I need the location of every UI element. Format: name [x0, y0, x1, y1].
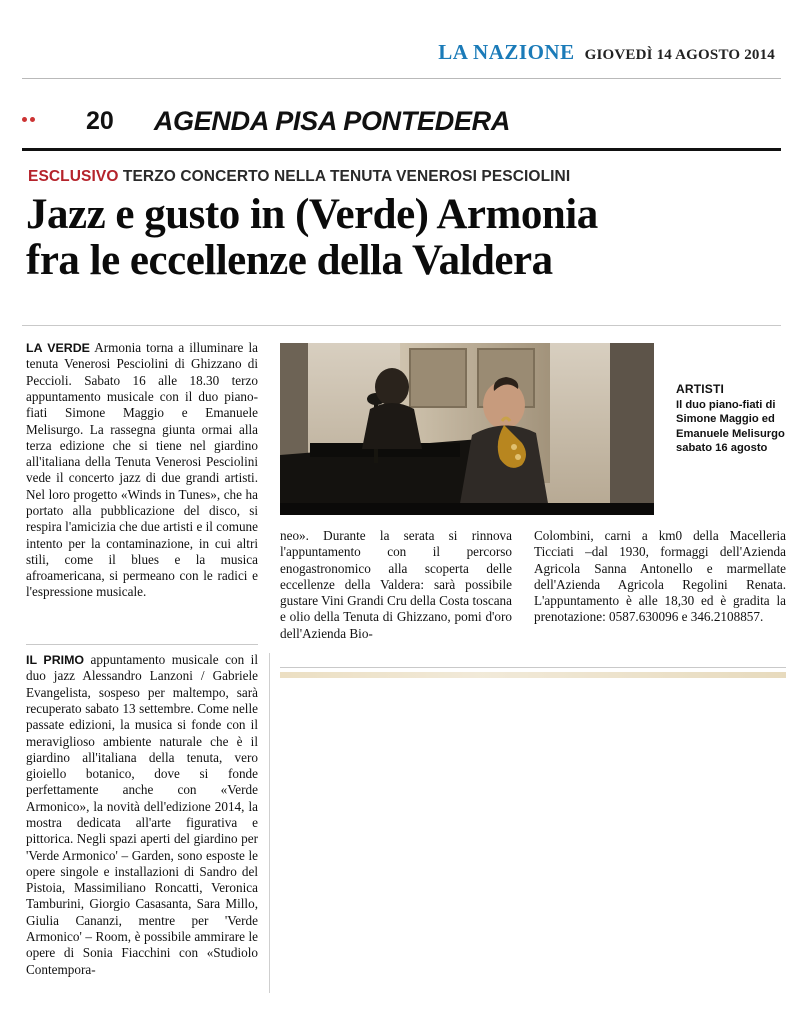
col1-divider [26, 644, 258, 645]
masthead [438, 40, 775, 65]
rule-under-headline [22, 325, 781, 326]
page-number: 20 [86, 106, 114, 135]
dots-icon [22, 117, 48, 126]
bottom-strip [280, 672, 786, 678]
section-title: AGENDA PISA PONTEDERA [153, 105, 511, 136]
photo-caption [676, 382, 786, 456]
col1-paragraph-1: Armonia torna a illuminare la tenuta Venerosi Pesciolini di Ghizzano di Peccioli. Sabato 16 alle 18.30 terzo appuntamento musicale con il duo piano-fiati Simone Maggio e Emanuele Melisurgo. La rassegna giunta ormai alla terza edizione che si tiene nel giardino all'italiana della Tenuta Venerosi Pesciolini vede il concerto jazz di due grandi artisti. Nel loro progetto «Winds in Tunes», che ha portato alla pubblicazione del disco, si respira l'amicizia che due artisti e il comune intento per la contaminazione, in cui altri stili, come il blues e la musica afroamericana, si permeano con le radici e l'espressione musicale. [26, 340, 258, 600]
section-header [22, 98, 781, 144]
rule-top [22, 78, 781, 79]
kicker-label: ESCLUSIVO [28, 168, 119, 185]
article-kicker [28, 168, 570, 186]
page-title [26, 192, 777, 284]
headline-line-1: Jazz e gusto in (Verde) Armonia [26, 191, 598, 238]
col1-paragraph-2: appuntamento musicale con il duo jazz Alessandro Lanzoni / Gabriele Evangelista, sospeso per maltempo, sarà recuperato sabato 13 settembre. Come nelle passate edizioni, la musica si fonde con il meraviglioso ambiente naturale che è il giardino all'italiana della tenuta, vero gioiello botanico, dove si fonde perfettamente anche con «Verde Armonico», la novità dell'edizione 2014, la mostra dedicata all'arte figurativa e pittorica. Negli spazi aperti del giardino per 'Verde Armonico' – Garden, sono esposte le opere singole e installazioni di Sandro del Pistoia, Massimiliano Roncatti, Veronica Tamburini, Giorgio Casasanta, Sara Millo, Giulia Cananzi, mentre per 'Verde Armonico' – Room, è possibile ammirare le opere di Sonia Fiacchini con «Studiolo Contempora- [26, 652, 258, 977]
column-vertical-divider [269, 653, 270, 993]
col1-lead: LA VERDE [26, 341, 90, 355]
masthead-logo: LA NAZIONE [438, 40, 575, 64]
masthead-date: GIOVEDÌ 14 AGOSTO 2014 [584, 47, 775, 63]
article-column-1-continued [26, 652, 258, 978]
article-column-2: neo». Durante la serata si rinnova l'appuntamento con il percorso enogastronomico alla scoperta delle eccellenze della Valdera: sarà possibile gustare Vini Grandi Cru della Costa toscana e olio della Tenuta di Ghizzano, pomi d'oro dell'Azienda Bio- [280, 528, 512, 641]
headline-line-2: fra le eccellenze della Valdera [26, 237, 553, 284]
caption-title: ARTISTI [676, 382, 725, 396]
col1-lead-2: IL PRIMO [26, 653, 85, 667]
rule-under-header [22, 148, 781, 151]
article-photo [280, 343, 654, 515]
rule-bottom [280, 667, 786, 668]
caption-text: Il duo piano-fiati di Simone Maggio ed Emanuele Melisurgo sabato 16 agosto [676, 398, 785, 455]
photo-illustration [280, 343, 654, 515]
kicker-text: TERZO CONCERTO NELLA TENUTA VENEROSI PESCIOLINI [122, 168, 571, 185]
article-column-3: Colombini, carni a km0 della Macelleria Ticciati –dal 1930, formaggi dell'Azienda Agricola Sanna Antonello e marmellate dell'Azienda Agricola Regolini Renata. L'appuntamento è alle 18,30 ed è gradita la prenotazione: 0587.630096 e 346.2108857. [534, 528, 786, 625]
article-column-1 [26, 340, 258, 601]
